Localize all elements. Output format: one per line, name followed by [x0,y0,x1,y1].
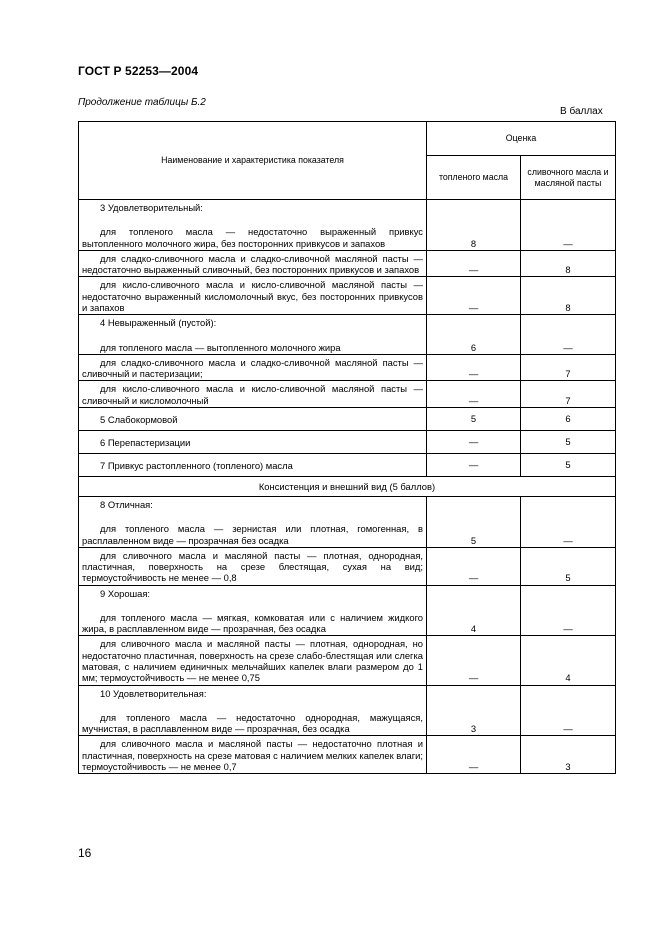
page-number: 16 [78,846,92,860]
table-row [79,200,616,251]
score-ghee: — [427,736,521,774]
indicator-cell [79,636,427,685]
table-row [79,636,616,685]
table-continuation-caption: Продолжение таблицы Б.2 [78,97,206,108]
indicator-cell [79,736,427,774]
score-butter: 8 [521,277,616,315]
score-butter: 6 [521,407,616,430]
score-butter: 7 [521,354,616,381]
score-ghee: 5 [427,496,521,547]
table-row [79,250,616,277]
indicator-cell [79,315,427,355]
indicator-text: 5 Слабокормовой [100,413,178,425]
score-butter: 5 [521,453,616,476]
score-butter: — [521,585,616,636]
score-ghee: — [427,430,521,453]
indicator-cell [79,250,427,277]
table-row [79,496,616,547]
indicator-heading: 8 Отличная: [100,498,153,510]
indicator-cell [79,430,427,453]
score-butter: 8 [521,250,616,277]
score-butter: 5 [521,430,616,453]
indicator-text: для топленого масла — недостаточно выраженный привкус вытопленного молочного жира, без посторонних привкусов и запахов [82,226,423,249]
section-header: Консистенция и внешний вид (5 баллов) [79,476,616,496]
score-ghee: — [427,547,521,585]
score-ghee: — [427,354,521,381]
indicator-text: 6 Перепастеризации [100,436,191,448]
indicator-text: для сладко-сливочного масла и сладко-сливочной масляной пасты — недостаточно выраженный сливочный, без посторонних привкусов и запахов [82,252,423,276]
indicator-text: для сливочного масла и масляной пасты — плотная, однородная, пластичная, поверхность на срезе блестящая, сухая на вид; термоустойчивость не менее — 0,8 [82,549,423,584]
column-header-butter: сливочного масла и масляной пасты [521,156,616,200]
score-ghee: — [427,277,521,315]
score-butter: 4 [521,636,616,685]
indicator-cell [79,381,427,408]
indicator-cell [79,685,427,736]
score-ghee: 4 [427,585,521,636]
units-label: В баллах [560,106,603,117]
indicator-text: для топленого масла — недостаточно однородная, мажущаяся, мучнистая, в расплавленном виде — прозрачная, без осадка [82,711,423,735]
indicator-cell [79,407,427,430]
document-code: ГОСТ Р 52253—2004 [78,64,199,78]
score-butter: 3 [521,736,616,774]
indicator-cell [79,585,427,636]
column-header-ghee: топленого масла [427,156,521,200]
table-row [79,407,616,430]
table-row [79,354,616,381]
indicator-heading: 3 Удовлетворительный: [100,202,203,213]
table-row [79,453,616,476]
score-ghee: — [427,250,521,277]
table-row [79,547,616,585]
indicator-cell [79,496,427,547]
table-row [79,476,616,496]
indicator-cell [79,200,427,251]
indicator-cell [79,354,427,381]
score-butter: — [521,200,616,251]
column-header-name: Наименование и характеристика показателя [79,122,427,200]
score-ghee: 6 [427,315,521,355]
evaluation-table [78,121,616,774]
indicator-cell [79,547,427,585]
table-row [79,315,616,355]
table-row [79,685,616,736]
score-butter: — [521,496,616,547]
table-row [79,381,616,408]
indicator-heading: 4 Невыраженный (пустой): [100,317,217,329]
score-ghee: 8 [427,200,521,251]
score-butter: 7 [521,381,616,408]
indicator-text: для топленого масла — вытопленного молочного жира [100,341,341,353]
score-butter: — [521,685,616,736]
indicator-text: для кисло-сливочного масла и кисло-сливочной масляной пасты — сливочный и кисломолочный [82,383,423,406]
score-butter: — [521,315,616,355]
indicator-text: для сливочного масла и масляной пасты — недостаточно плотная и пластичная, поверхность на срезе матовая с наличием мелких капелек влаги; термоустойчивость — не менее 0,7 [82,738,423,772]
table-row [79,736,616,774]
table-body [79,200,616,774]
indicator-text: для сладко-сливочного масла и сладко-сливочной масляной пасты — сливочный и пастеризации; [82,356,423,380]
indicator-heading: 9 Хорошая: [100,587,151,599]
score-ghee: 5 [427,407,521,430]
table-row [79,430,616,453]
table-row [79,585,616,636]
score-butter: 5 [521,547,616,585]
table-row [79,277,616,315]
indicator-text: для сливочного масла и масляной пасты — плотная, однородная, но недостаточно пластичная, поверхность на срезе слабо-блестящая или слегка матовая, с наличием единичных мельчайших капелек влаги размером до 1 мм; термоустойчивость — не менее 0,75 [82,638,423,684]
column-header-score: Оценка [427,122,616,156]
indicator-text: для топленого масла — зернистая или плотная, гомогенная, в расплавленном виде — прозрачная без осадка [82,523,423,546]
score-ghee: — [427,453,521,476]
indicator-heading: 10 Удовлетворительная: [100,687,207,699]
score-ghee: — [427,636,521,685]
indicator-cell [79,453,427,476]
score-ghee: — [427,381,521,408]
score-ghee: 3 [427,685,521,736]
indicator-text: для топленого масла — мягкая, комковатая или с наличием жидкого жира, в расплавленном виде — прозрачная, без осадка [82,611,423,635]
indicator-text: 7 Привкус растопленного (топленого) масла [100,459,293,471]
indicator-text: для кисло-сливочного масла и кисло-сливочной масляной пасты — недостаточно выраженный кисломолочный вкус, без посторонних привкусов и запахов [82,279,423,313]
indicator-cell [79,277,427,315]
